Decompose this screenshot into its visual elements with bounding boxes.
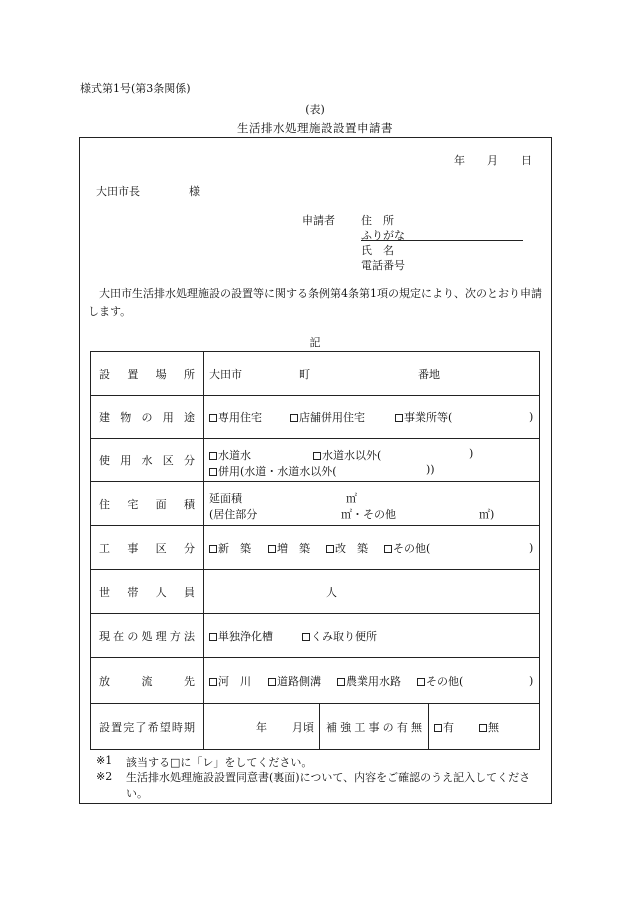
area-label: 住宅面積	[91, 482, 204, 526]
reinforce-yes-label: 有	[443, 720, 454, 734]
household-label: 世帯人員	[91, 570, 204, 614]
usage-close-paren: )	[529, 410, 534, 424]
current-pit-label: くみ取り便所	[311, 629, 377, 643]
work-new-label: 新 築	[218, 541, 251, 555]
location-city: 大田市	[209, 367, 242, 381]
location-value[interactable]	[204, 352, 540, 396]
water-combined-close: ))	[426, 463, 435, 476]
current-septic-checkbox[interactable]	[209, 633, 217, 641]
household-value[interactable]	[204, 570, 540, 614]
water-other-checkbox[interactable]	[313, 452, 321, 460]
location-label: 設置場所	[91, 352, 204, 396]
area-other-unit: ㎡)	[479, 508, 495, 521]
note-1-text: 該当する□に「レ」をしてください。	[126, 756, 313, 769]
completion-year: 年	[256, 720, 267, 734]
applicant-name-label: 氏 名	[361, 244, 394, 257]
completion-value[interactable]	[204, 704, 320, 750]
area-total-unit: ㎡	[346, 492, 357, 505]
location-lot: 番地	[418, 367, 440, 381]
usage-residential-label: 専用住宅	[218, 411, 262, 424]
addressee-honorific: 様	[189, 185, 200, 198]
usage-office-checkbox[interactable]	[395, 414, 403, 422]
discharge-canal-label: 農業用水路	[346, 674, 401, 688]
note-2-mark: ※2	[96, 770, 113, 783]
work-close-paren: )	[529, 541, 534, 554]
work-extension-checkbox[interactable]	[268, 545, 276, 553]
area-residential-label: (居住部分	[209, 508, 258, 521]
discharge-gutter-checkbox[interactable]	[268, 678, 276, 686]
usage-value	[204, 396, 540, 439]
reinforce-no-label: 無	[488, 720, 499, 734]
discharge-close-paren: )	[529, 674, 534, 687]
work-other-label: その他(	[393, 541, 431, 555]
discharge-other-checkbox[interactable]	[417, 678, 425, 686]
table-row	[91, 614, 540, 658]
table-row	[91, 439, 540, 482]
applicant-label: 申請者	[302, 214, 335, 227]
usage-shop-residential-label: 店舗併用住宅	[299, 411, 365, 424]
date-month: 月	[487, 154, 498, 167]
water-tap-label: 水道水	[218, 449, 251, 462]
applicant-phone-label: 電話番号	[361, 259, 405, 272]
application-table	[90, 351, 540, 750]
discharge-gutter-label: 道路側溝	[277, 674, 321, 688]
table-row	[91, 570, 540, 614]
area-residential-unit: ㎡・その他	[341, 508, 396, 521]
water-value	[204, 439, 540, 482]
reinforce-label: 補強工事の有無	[320, 704, 429, 750]
reinforce-no-checkbox[interactable]	[479, 724, 487, 732]
completion-label: 設置完了希望時期	[91, 704, 204, 750]
applicant-address-label: 住 所	[361, 214, 394, 227]
water-other-label: 水道水以外(	[322, 449, 382, 462]
area-total-label: 延面積	[209, 492, 242, 505]
work-rebuild-checkbox[interactable]	[326, 545, 334, 553]
addressee-name: 大田市長	[96, 185, 140, 198]
discharge-canal-checkbox[interactable]	[337, 678, 345, 686]
reinforce-yes-checkbox[interactable]	[434, 724, 442, 732]
discharge-river-checkbox[interactable]	[209, 678, 217, 686]
current-septic-label: 単独浄化槽	[218, 629, 273, 643]
discharge-other-label: その他(	[426, 674, 464, 688]
ki-heading: 記	[309, 336, 321, 349]
area-value[interactable]	[204, 482, 540, 526]
location-town: 町	[299, 367, 310, 381]
discharge-value	[204, 658, 540, 704]
table-row	[91, 482, 540, 526]
work-value	[204, 526, 540, 570]
current-method-label: 現在の処理方法	[91, 614, 204, 658]
application-statement: 大田市生活排水処理施設の設置等に関する条例第4条第1項の規定により、次のとおり申請します。	[88, 287, 542, 318]
date-year: 年	[454, 154, 465, 167]
furigana-underline	[361, 240, 523, 241]
usage-residential-checkbox[interactable]	[209, 414, 217, 422]
note-2-text: 生活排水処理施設設置同意書(裏面)について、内容をご確認のうえ記入してください。	[126, 771, 531, 800]
table-row	[91, 396, 540, 439]
note-1-mark: ※1	[96, 754, 113, 767]
form-style-number: 様式第1号(第3条関係)	[80, 82, 191, 95]
applicant-furigana-label: ふりがな	[361, 229, 405, 242]
work-new-checkbox[interactable]	[209, 545, 217, 553]
table-row	[91, 352, 540, 396]
water-label: 使用水区分	[91, 439, 204, 482]
table-row	[91, 658, 540, 704]
date-day: 日	[521, 154, 532, 167]
usage-shop-residential-checkbox[interactable]	[290, 414, 298, 422]
front-side-label: (表)	[305, 103, 325, 116]
usage-label: 建物の用途	[91, 396, 204, 439]
water-combined-label: 併用(水道・水道水以外(	[218, 465, 337, 478]
household-unit: 人	[326, 585, 337, 599]
document-title: 生活排水処理施設設置申請書	[237, 121, 393, 135]
discharge-river-label: 河 川	[218, 674, 251, 688]
current-pit-checkbox[interactable]	[302, 633, 310, 641]
usage-office-label: 事業所等(	[404, 411, 453, 424]
work-extension-label: 増 築	[277, 541, 310, 555]
discharge-label: 放流先	[91, 658, 204, 704]
work-label: 工事区分	[91, 526, 204, 570]
reinforce-value	[429, 704, 540, 750]
table-row	[91, 704, 540, 750]
water-combined-checkbox[interactable]	[209, 468, 217, 476]
table-row	[91, 526, 540, 570]
water-tap-checkbox[interactable]	[209, 452, 217, 460]
water-other-close: )	[469, 447, 474, 460]
work-rebuild-label: 改 築	[335, 541, 368, 555]
current-method-value	[204, 614, 540, 658]
completion-month: 月頃	[292, 720, 314, 734]
work-other-checkbox[interactable]	[384, 545, 392, 553]
